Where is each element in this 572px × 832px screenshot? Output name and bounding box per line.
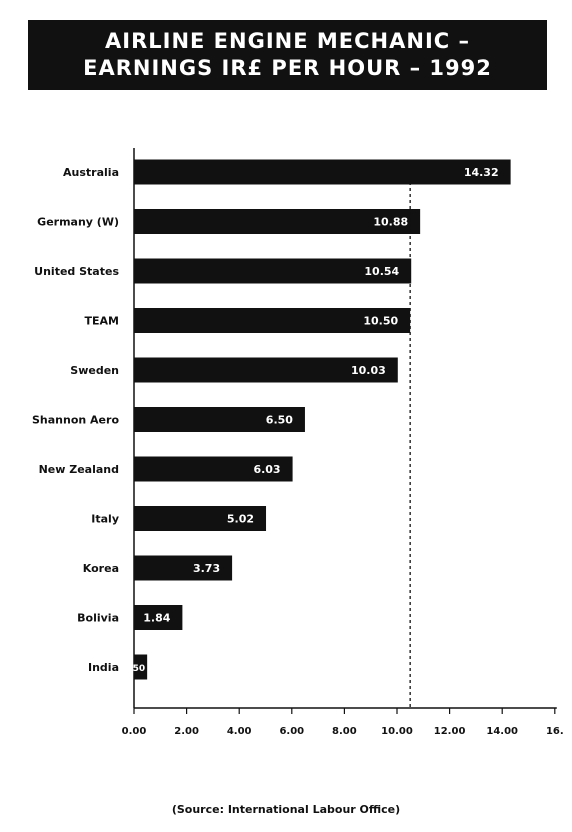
x-tick-label-5: 10.00	[381, 726, 413, 737]
category-label-6: New Zealand	[38, 463, 119, 476]
category-label-7: Italy	[91, 512, 119, 526]
category-label-0: Australia	[63, 166, 119, 179]
x-tick-label-7: 14.00	[486, 726, 519, 737]
bar-0	[134, 160, 511, 185]
value-label-9: 1.84	[143, 611, 171, 625]
x-tick-label-0: 0.00	[121, 726, 147, 737]
value-label-1: 10.88	[373, 215, 409, 229]
value-label-8: 3.73	[192, 562, 221, 575]
value-label-0: 14.32	[463, 166, 499, 179]
value-label-10: .50	[129, 664, 146, 674]
category-label-10: India	[88, 661, 119, 674]
category-label-3: TEAM	[84, 314, 119, 328]
x-tick-label-4: 8.00	[332, 726, 357, 737]
category-label-2: United States	[34, 265, 119, 278]
category-label-5: Shannon Aero	[31, 413, 119, 427]
source-note: (Source: International Labour Office)	[171, 803, 401, 816]
value-label-5: 6.50	[265, 413, 293, 427]
category-label-4: Sweden	[70, 364, 119, 377]
x-tick-label-2: 4.00	[226, 726, 252, 737]
value-label-2: 10.54	[364, 265, 400, 278]
x-tick-label-3: 6.00	[279, 726, 305, 737]
category-label-8: Korea	[82, 562, 119, 575]
chart-title-line-1: AIRLINE ENGINE MECHANIC –	[105, 29, 470, 53]
category-label-1: Germany (W)	[37, 215, 119, 229]
value-label-3: 10.50	[363, 314, 399, 328]
x-tick-label-1: 2.00	[174, 726, 199, 737]
x-tick-label-6: 12.00	[433, 726, 466, 737]
value-label-4: 10.03	[350, 364, 386, 377]
value-label-6: 6.03	[253, 463, 281, 476]
category-label-9: Bolivia	[77, 611, 119, 625]
value-label-7: 5.02	[226, 512, 255, 526]
chart-title-line-2: EARNINGS IR£ PER HOUR – 1992	[83, 56, 492, 80]
x-tick-label-8: 16.	[545, 726, 564, 737]
